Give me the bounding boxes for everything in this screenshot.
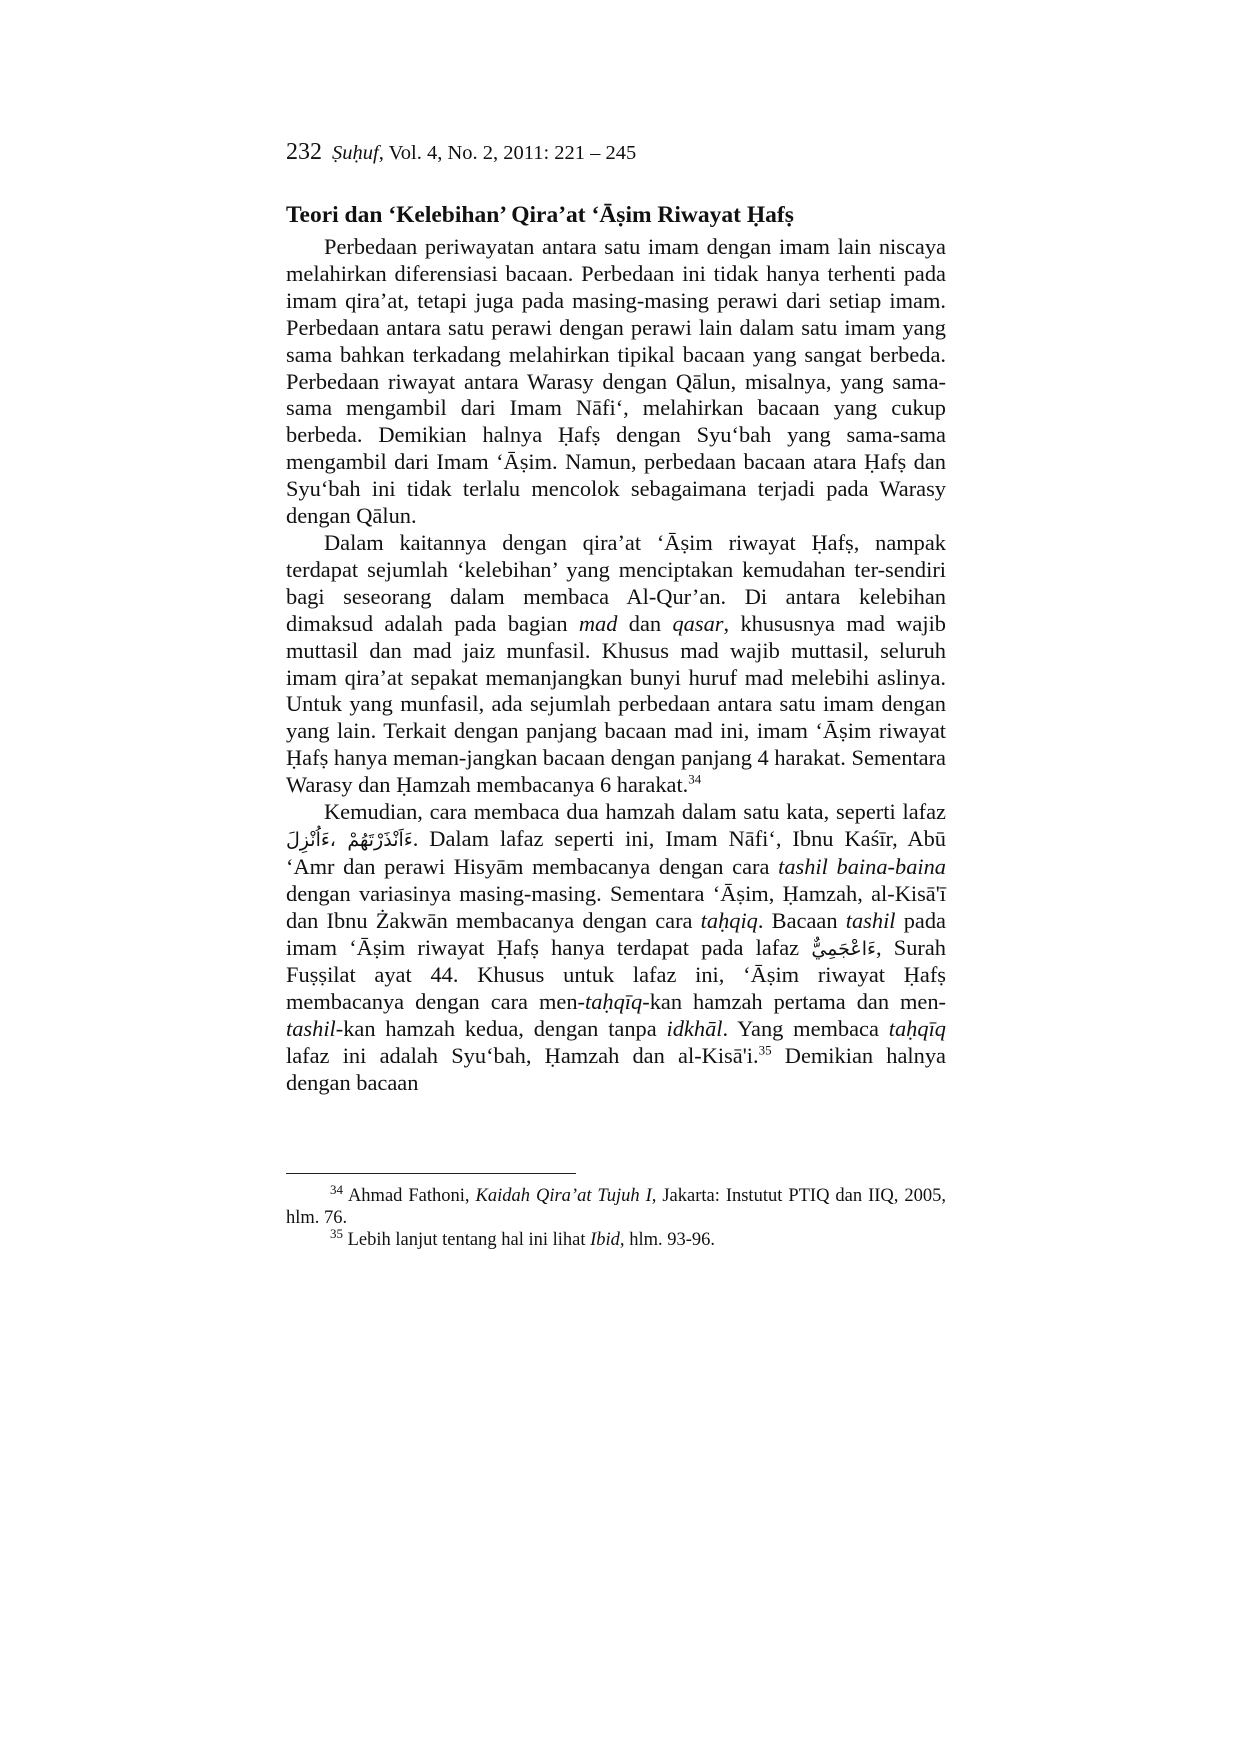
- footnote-ref-35[interactable]: 35: [758, 1042, 772, 1058]
- running-header: [286, 139, 636, 166]
- footnote-35: $^{35}$ Lebih lanjut tentang hal ini lihat Ibid, hlm. 93-96.: [330, 1225, 716, 1250]
- footnote-34: $^{34}$ Ahmad Fathoni, Kaidah Qira’at Tujuh I, Jakarta: Instutut PTIQ dan IIQ, 2005, hlm. 76.: [286, 1181, 946, 1228]
- body-text: [286, 234, 946, 1097]
- paragraph-2: Dalam kaitannya dengan qira’at ‘Āṣim riwayat Ḥafṣ, nampak terdapat sejumlah ‘kelebihan’ yang menciptakan kemudahan ter-sendiri bagi seseorang dalam membaca Al-Qur’an. Di antara kelebihan dimaksud adalah pada bagian mad dan qasar, khususnya mad wajib muttasil dan mad jaiz munfasil. Khusus mad wajib muttasil, seluruh imam qira’at sepakat memanjangkan bunyi huruf mad melebihi aslinya. Untuk yang munfasil, ada sejumlah perbedaan antara satu imam dengan yang lain. Terkait dengan panjang bacaan mad ini, imam ‘Āṣim riwayat Ḥafṣ hanya meman-jangkan bacaan dengan panjang 4 harakat. Sementara Warasy dan Ḥamzah membacanya 6 harakat.$^{34}$: [286, 529, 946, 798]
- paragraph-3: Kemudian, cara membaca dua hamzah dalam satu kata, seperti lafaz ءَاَنْذَرْتَهُمْ ،ءَاُنْزِلَ. Dalam lafaz seperti ini, Imam Nāfi‘, Ibnu Kaśīr, Abū ‘Amr dan perawi Hisyām membacanya dengan cara tashil baina-baina dengan variasinya masing-masing. Sementara ‘Āṣim, Ḥamzah, al-Kisā'ī dan Ibnu Żakwān membacanya dengan cara taḥqiq. Bacaan tashil pada imam ‘Āṣim riwayat Ḥafṣ hanya terdapat pada lafaz ءَاعْجَمِيٌّ, Surah Fuṣṣilat ayat 44. Khusus untuk lafaz ini, ‘Āṣim riwayat Ḥafṣ membacanya dengan cara men-taḥqīq-kan hamzah pertama dan men-tashil-kan hamzah kedua, dengan tanpa idkhāl. Yang membaca taḥqīq lafaz ini adalah Syu‘bah, Ḥamzah dan al-Kisā'i.$^{35}$ Demikian halnya dengan bacaan: [286, 799, 947, 1096]
- page-number: 232: [286, 139, 322, 165]
- footnote-ref-34[interactable]: 34: [688, 771, 702, 787]
- journal-citation: , Vol. 4, No. 2, 2011: 221 – 245: [378, 142, 637, 164]
- footnotes: [286, 1181, 946, 1251]
- paragraph-1: Perbedaan periwayatan antara satu imam dengan imam lain niscaya melahirkan diferensiasi bacaan. Perbedaan ini tidak hanya terhenti pada imam qira’at, tetapi juga pada masing-masing perawi dari setiap imam. Perbedaan antara satu perawi dengan perawi lain dalam satu imam yang sama bahkan terkadang melahirkan tipikal bacaan yang sangat berbeda. Perbedaan riwayat antara Warasy dengan Qālun, misalnya, yang sama-sama mengambil dari Imam Nāfi‘, melahirkan bacaan yang cukup berbeda. Demikian halnya Ḥafṣ dengan Syu‘bah yang sama-sama mengambil dari Imam ‘Āṣim. Namun, perbedaan bacaan atara Ḥafṣ dan Syu‘bah ini tidak terlalu mencolok sebagaimana terjadi pada Warasy dengan Qālun.: [286, 234, 946, 529]
- arabic-text: ءَاعْجَمِيٌّ: [811, 937, 876, 960]
- footnote-divider: [286, 1173, 576, 1174]
- section-title: Teori dan ‘Kelebihan’ Qira’at ‘Āṣim Riwayat Ḥafṣ: [286, 202, 794, 228]
- journal-name: Ṣuḥuf: [332, 142, 379, 164]
- arabic-text: ءَاَنْذَرْتَهُمْ ،ءَاُنْزِلَ: [286, 828, 413, 851]
